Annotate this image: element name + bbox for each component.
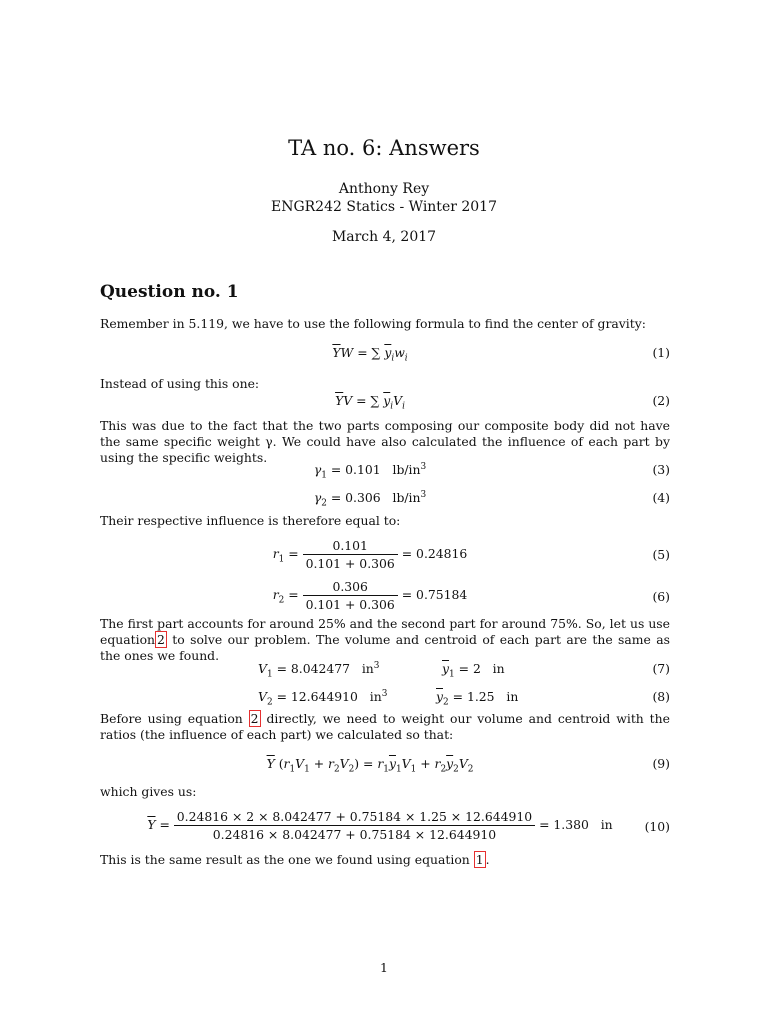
paragraph-5: The first part accounts for around 25% and the second part for around 75%. So, let us use equation 2 to solve our problem. The volume and centroid of each part are the same as the ones we found. bbox=[100, 616, 670, 663]
equation-5-body: $r_1$ = $\frac{0.101}{0.101 + 0.306}$ = 0.24816 bbox=[272, 538, 468, 571]
equation-7-centroid: $\overline{y}_1 = 2$ in bbox=[442, 661, 505, 680]
paragraph-7: which gives us: bbox=[100, 784, 197, 799]
document-date: March 4, 2017 bbox=[331, 229, 437, 245]
equation-3-body: $\gamma_1 = 0.101$ $lb/in^3$ bbox=[313, 462, 427, 481]
paragraph-3: This was due to the fact that the two parts composing our composite body did not have the same specific weight γ. We could have also calculated the influence of each part by using the specific weights. bbox=[100, 418, 670, 465]
equation-8-volume: $V_2 = 12.644910$ $in^3$ bbox=[258, 689, 388, 708]
equation-2-number: (2) bbox=[652, 393, 670, 408]
equation-10-fraction: $\frac{0.24816 \times 2 \times 8.042477 + 0.75184 \times 1.25 \times 12.644910}{0.24816 \times 8.042477 + 0.75184 \times 12.644910}$ bbox=[174, 809, 535, 842]
paragraph-8: This is the same result as the one we found using equation 1 . bbox=[100, 852, 490, 867]
equation-10 bbox=[100, 809, 670, 845]
equation-5-result: = 0.24816 bbox=[401, 546, 468, 561]
equation-4-body: $\gamma_2 = 0.306$ $lb/in^3$ bbox=[313, 490, 427, 509]
equation-5 bbox=[100, 538, 670, 574]
paragraph-6: Before using equation 2 directly, we need to weight our volume and centroid with the ratios (the influence of each part) we calculated so that: bbox=[100, 711, 670, 742]
paragraph-1: Remember in 5.119, we have to use the following formula to find the center of gravity: bbox=[100, 316, 646, 331]
equation-10-body: $\overline{Y}$ = $\frac{0.24816 \times 2 \times 8.042477 + 0.75184 \times 1.25 \times 12.644910}{0.24816 \times 8.042477 + 0.75184 \times 12.644910}$ = 1.380 in bbox=[147, 809, 613, 842]
course-name: ENGR242 Statics - Winter 2017 bbox=[270, 199, 497, 215]
equation-reference-link[interactable]: 2 bbox=[157, 632, 165, 647]
equation-6-body: $r_2$ = $\frac{0.306}{0.101 + 0.306}$ = 0.75184 bbox=[272, 579, 468, 612]
equation-8-number: (8) bbox=[652, 689, 670, 704]
paragraph-4: Their respective influence is therefore equal to: bbox=[100, 513, 401, 528]
equation-9-number: (9) bbox=[652, 756, 670, 771]
equation-7-number: (7) bbox=[652, 661, 670, 676]
equation-6-number: (6) bbox=[652, 589, 670, 604]
equation-10-result: = 1.380 bbox=[539, 817, 589, 832]
equation-2-body: $\overline{Y}V$ = ∑ $\overline{y}_iV_i$ bbox=[335, 393, 405, 412]
equation-6-fraction: $\frac{0.306}{0.101 + 0.306}$ bbox=[303, 579, 398, 612]
equation-1-number: (1) bbox=[652, 345, 670, 360]
equation-8-centroid: $\overline{y}_2 = 1.25$ in bbox=[436, 689, 519, 708]
gamma1-unit: lb/in bbox=[392, 462, 421, 478]
document-title: TA no. 6: Answers bbox=[288, 136, 480, 160]
equation-6 bbox=[100, 579, 670, 615]
equation-7-volume: $V_1 = 8.042477$ $in^3$ bbox=[258, 661, 380, 680]
equation-6-result: = 0.75184 bbox=[401, 587, 468, 602]
equation-4-number: (4) bbox=[652, 490, 670, 505]
equation-reference-link[interactable]: 1 bbox=[475, 852, 484, 867]
page-number: 1 bbox=[380, 960, 388, 975]
equation-1-body: $\overline{Y}W$ = ∑ $\overline{y}_iw_i$ bbox=[332, 345, 408, 364]
equation-5-fraction: $\frac{0.101}{0.101 + 0.306}$ bbox=[303, 538, 398, 571]
gamma1-value: 0.101 bbox=[345, 462, 381, 478]
equation-3-number: (3) bbox=[652, 462, 670, 477]
equation-10-unit: in bbox=[600, 817, 613, 832]
author-name: Anthony Rey bbox=[338, 181, 430, 197]
gamma2-unit: lb/in bbox=[392, 490, 421, 506]
equation-9-body: $\overline{Y}$ $(r_1V_1 + r_2V_2) = r_1\overline{y}_1V_1 + r_2\overline{y}_2V_2$ bbox=[266, 756, 474, 775]
paragraph-2: Instead of using this one: bbox=[100, 376, 260, 391]
equation-10-number: (10) bbox=[644, 819, 670, 834]
equation-reference-link[interactable]: 2 bbox=[250, 711, 259, 726]
gamma2-value: 0.306 bbox=[345, 490, 381, 506]
section-heading: Question no. 1 bbox=[100, 282, 239, 302]
equation-5-number: (5) bbox=[652, 547, 670, 562]
